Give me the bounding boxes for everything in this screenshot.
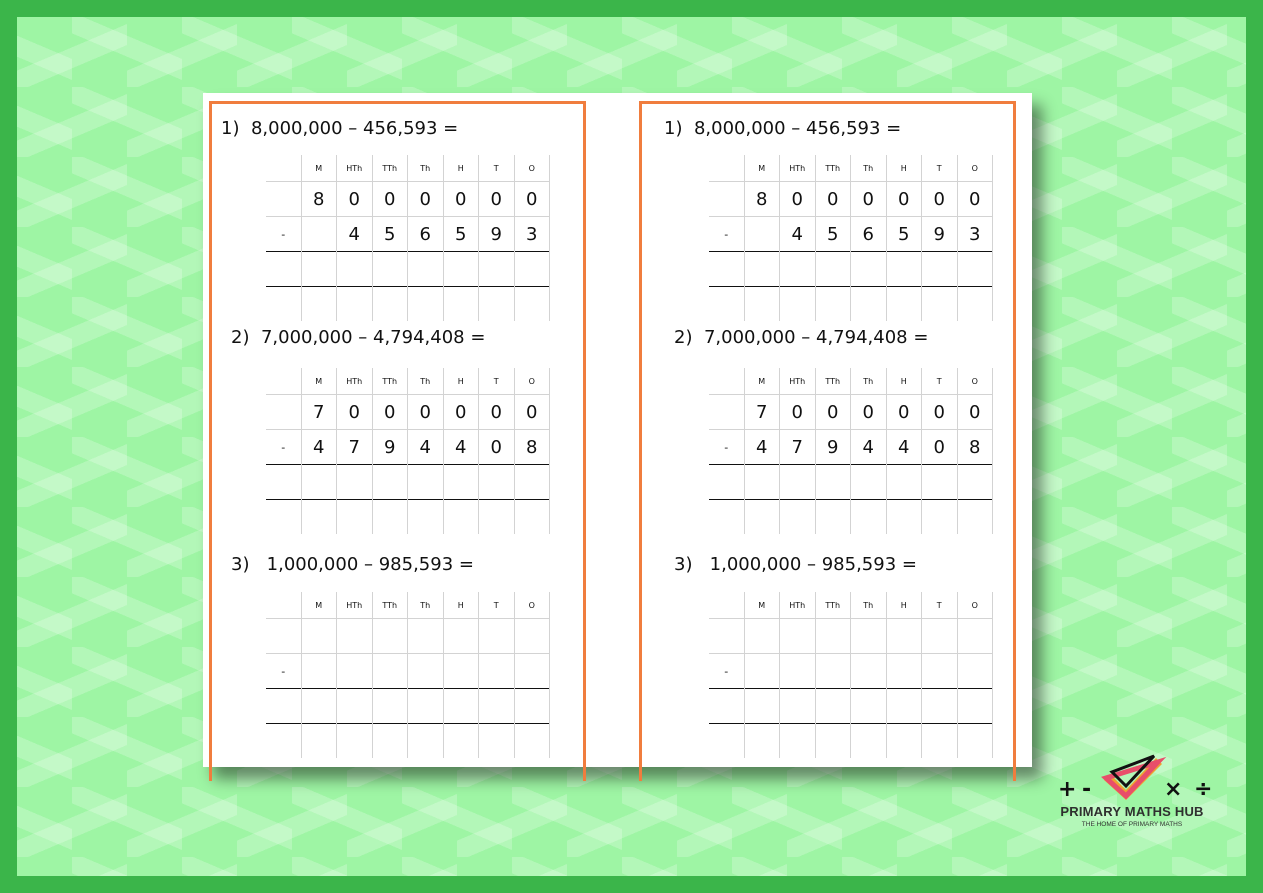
- subtrahend-digit-cell[interactable]: [851, 654, 887, 689]
- minuend-digit-cell: 0: [886, 182, 922, 217]
- answer-cell[interactable]: [301, 252, 337, 287]
- answer-cell: [266, 252, 301, 287]
- answer-cell[interactable]: [514, 465, 550, 500]
- working-cell[interactable]: [372, 724, 408, 759]
- subtrahend-digit-cell: 8: [514, 430, 550, 465]
- place-value-header: T: [922, 592, 958, 619]
- minuend-digit-cell: 0: [372, 395, 408, 430]
- answer-cell[interactable]: [922, 465, 958, 500]
- minuend-digit-cell[interactable]: [744, 619, 780, 654]
- working-cell[interactable]: [514, 287, 550, 322]
- place-value-header: H: [886, 155, 922, 182]
- grid-corner-cell: [266, 155, 301, 182]
- question-expression: 7,000,000 – 4,794,408 =: [260, 327, 486, 348]
- subtrahend-digit-cell: 4: [408, 430, 444, 465]
- working-cell: [709, 724, 744, 759]
- answer-cell[interactable]: [479, 465, 515, 500]
- grid-corner-cell: [709, 368, 744, 395]
- place-value-header: T: [922, 155, 958, 182]
- minuend-digit-cell: 0: [851, 182, 887, 217]
- answer-cell[interactable]: [922, 252, 958, 287]
- minus-sign: -: [709, 654, 744, 689]
- subtrahend-digit-cell[interactable]: [815, 654, 851, 689]
- working-cell[interactable]: [744, 287, 780, 322]
- subtrahend-digit-cell: 6: [851, 217, 887, 252]
- subtrahend-digit-cell[interactable]: [922, 654, 958, 689]
- working-cell[interactable]: [815, 724, 851, 759]
- place-value-header: HTh: [337, 368, 373, 395]
- subtrahend-digit-cell: 4: [337, 217, 373, 252]
- minuend-digit-cell: 0: [922, 395, 958, 430]
- working-cell: [266, 500, 301, 535]
- answer-cell[interactable]: [479, 252, 515, 287]
- place-value-header: TTh: [815, 368, 851, 395]
- working-cell[interactable]: [780, 724, 816, 759]
- place-value-header: HTh: [780, 368, 816, 395]
- answer-cell[interactable]: [408, 252, 444, 287]
- operator-cell: [266, 619, 301, 654]
- place-value-header: M: [744, 592, 780, 619]
- subtrahend-digit-cell: 3: [957, 217, 993, 252]
- subtrahend-digit-cell: 9: [922, 217, 958, 252]
- question-2-left: [231, 327, 485, 348]
- place-value-header: Th: [851, 368, 887, 395]
- minuend-digit-cell[interactable]: [337, 619, 373, 654]
- subtrahend-digit-cell: 9: [372, 430, 408, 465]
- place-value-header: HTh: [337, 592, 373, 619]
- minuend-digit-cell: 0: [337, 182, 373, 217]
- question-number: 2): [674, 327, 693, 348]
- minuend-digit-cell: 8: [301, 182, 337, 217]
- place-value-header: HTh: [780, 155, 816, 182]
- place-value-grid: [709, 592, 993, 758]
- place-value-header: M: [301, 592, 337, 619]
- answer-cell[interactable]: [443, 252, 479, 287]
- operator-cell: [709, 395, 744, 430]
- subtrahend-digit-cell: 9: [479, 217, 515, 252]
- working-cell[interactable]: [372, 500, 408, 535]
- operator-cell: [709, 182, 744, 217]
- minuend-digit-cell: 8: [744, 182, 780, 217]
- minuend-digit-cell[interactable]: [408, 619, 444, 654]
- answer-cell[interactable]: [744, 252, 780, 287]
- place-value-header: Th: [851, 155, 887, 182]
- answer-cell[interactable]: [886, 465, 922, 500]
- place-value-header: H: [443, 592, 479, 619]
- subtrahend-digit-cell: 4: [443, 430, 479, 465]
- question-expression: 8,000,000 – 456,593 =: [693, 118, 902, 139]
- minuend-digit-cell: 0: [372, 182, 408, 217]
- logo-subtitle: THE HOME OF PRIMARY MATHS: [1081, 821, 1183, 828]
- answer-cell[interactable]: [744, 689, 780, 724]
- minuend-digit-cell: 0: [479, 395, 515, 430]
- question-1-left: [221, 118, 458, 139]
- minuend-digit-cell[interactable]: [301, 619, 337, 654]
- answer-cell[interactable]: [408, 689, 444, 724]
- minus-sign: -: [709, 430, 744, 465]
- minuend-digit-cell: 0: [479, 182, 515, 217]
- subtrahend-digit-cell: 6: [408, 217, 444, 252]
- place-value-grid: [266, 155, 550, 321]
- subtrahend-digit-cell[interactable]: [514, 654, 550, 689]
- subtrahend-digit-cell: 4: [780, 217, 816, 252]
- answer-cell[interactable]: [780, 465, 816, 500]
- place-value-header: O: [957, 592, 993, 619]
- working-cell[interactable]: [780, 500, 816, 535]
- working-cell[interactable]: [337, 500, 373, 535]
- subtrahend-digit-cell: 4: [851, 430, 887, 465]
- working-cell[interactable]: [301, 724, 337, 759]
- question-expression: 1,000,000 – 985,593 =: [266, 554, 474, 575]
- answer-cell: [709, 252, 744, 287]
- question-expression: 7,000,000 – 4,794,408 =: [703, 327, 929, 348]
- working-cell[interactable]: [337, 287, 373, 322]
- answer-cell[interactable]: [815, 465, 851, 500]
- answer-cell[interactable]: [886, 252, 922, 287]
- subtrahend-digit-cell[interactable]: [886, 654, 922, 689]
- place-value-header: O: [957, 155, 993, 182]
- grid-corner-cell: [266, 592, 301, 619]
- question-expression: 8,000,000 – 456,593 =: [250, 118, 459, 139]
- minuend-digit-cell: 0: [408, 395, 444, 430]
- grid-corner-cell: [709, 155, 744, 182]
- grid-corner-cell: [709, 592, 744, 619]
- answer-cell[interactable]: [372, 252, 408, 287]
- answer-cell[interactable]: [780, 252, 816, 287]
- subtrahend-digit-cell[interactable]: [301, 654, 337, 689]
- place-value-header: M: [744, 368, 780, 395]
- answer-cell[interactable]: [337, 465, 373, 500]
- working-cell: [709, 500, 744, 535]
- answer-cell[interactable]: [744, 465, 780, 500]
- answer-cell[interactable]: [514, 689, 550, 724]
- question-number: 3): [231, 554, 250, 575]
- subtrahend-digit-cell[interactable]: [408, 654, 444, 689]
- working-cell: [266, 287, 301, 322]
- working-cell[interactable]: [851, 500, 887, 535]
- question-3-left: [231, 554, 474, 575]
- answer-cell[interactable]: [443, 689, 479, 724]
- working-cell[interactable]: [744, 500, 780, 535]
- working-cell: [266, 724, 301, 759]
- answer-cell: [709, 689, 744, 724]
- working-cell[interactable]: [886, 287, 922, 322]
- working-cell[interactable]: [815, 287, 851, 322]
- place-value-header: Th: [851, 592, 887, 619]
- minuend-digit-cell[interactable]: [372, 619, 408, 654]
- working-cell[interactable]: [922, 500, 958, 535]
- logo-title: PRIMARY MATHS HUB: [1060, 804, 1204, 819]
- working-cell[interactable]: [479, 287, 515, 322]
- place-value-header: Th: [408, 155, 444, 182]
- working-cell: [709, 287, 744, 322]
- plus-icon: +: [1058, 777, 1077, 802]
- answer-cell[interactable]: [922, 689, 958, 724]
- minuend-digit-cell: 0: [922, 182, 958, 217]
- subtrahend-digit-cell: 5: [443, 217, 479, 252]
- working-cell[interactable]: [851, 724, 887, 759]
- place-value-header: O: [514, 155, 550, 182]
- minuend-digit-cell: 0: [514, 395, 550, 430]
- minuend-digit-cell: 0: [957, 182, 993, 217]
- subtrahend-digit-cell: 4: [886, 430, 922, 465]
- working-cell[interactable]: [443, 724, 479, 759]
- place-value-grid: [709, 155, 993, 321]
- divide-icon: ÷: [1194, 777, 1213, 802]
- minus-sign: -: [266, 217, 301, 252]
- answer-cell[interactable]: [815, 689, 851, 724]
- place-value-header: HTh: [337, 155, 373, 182]
- minuend-digit-cell: 0: [851, 395, 887, 430]
- subtrahend-digit-cell: 0: [922, 430, 958, 465]
- working-cell[interactable]: [744, 724, 780, 759]
- place-value-grid: [709, 368, 993, 534]
- minuend-digit-cell[interactable]: [780, 619, 816, 654]
- place-value-header: T: [479, 368, 515, 395]
- working-cell[interactable]: [479, 500, 515, 535]
- place-value-grid: [266, 368, 550, 534]
- minuend-digit-cell[interactable]: [443, 619, 479, 654]
- working-cell[interactable]: [408, 724, 444, 759]
- place-value-header: O: [514, 368, 550, 395]
- subtrahend-digit-cell: 9: [815, 430, 851, 465]
- working-cell[interactable]: [886, 724, 922, 759]
- answer-cell[interactable]: [337, 252, 373, 287]
- minuend-digit-cell[interactable]: [922, 619, 958, 654]
- working-cell[interactable]: [886, 500, 922, 535]
- subtrahend-digit-cell[interactable]: [443, 654, 479, 689]
- working-cell[interactable]: [957, 500, 993, 535]
- answer-cell[interactable]: [372, 465, 408, 500]
- minuend-digit-cell: 0: [443, 182, 479, 217]
- subtrahend-digit-cell: 8: [957, 430, 993, 465]
- minuend-digit-cell[interactable]: [815, 619, 851, 654]
- subtrahend-digit-cell: 3: [514, 217, 550, 252]
- minuend-digit-cell[interactable]: [886, 619, 922, 654]
- question-number: 2): [231, 327, 250, 348]
- place-value-header: O: [514, 592, 550, 619]
- place-value-header: M: [744, 155, 780, 182]
- subtrahend-digit-cell[interactable]: [479, 654, 515, 689]
- minuend-digit-cell: 0: [815, 182, 851, 217]
- place-value-header: T: [479, 155, 515, 182]
- place-value-header: O: [957, 368, 993, 395]
- question-1-right: [664, 118, 901, 139]
- worksheet: [203, 93, 1032, 767]
- working-cell[interactable]: [922, 724, 958, 759]
- minuend-digit-cell[interactable]: [514, 619, 550, 654]
- place-value-header: T: [479, 592, 515, 619]
- answer-cell: [266, 689, 301, 724]
- answer-cell: [266, 465, 301, 500]
- subtrahend-digit-cell: 7: [337, 430, 373, 465]
- question-2-right: [674, 327, 928, 348]
- working-cell[interactable]: [851, 287, 887, 322]
- subtrahend-digit-cell[interactable]: [301, 217, 337, 252]
- operator-cell: [709, 619, 744, 654]
- minuend-digit-cell: 0: [337, 395, 373, 430]
- minuend-digit-cell: 0: [886, 395, 922, 430]
- working-cell[interactable]: [957, 287, 993, 322]
- minuend-digit-cell[interactable]: [851, 619, 887, 654]
- minuend-digit-cell: 0: [408, 182, 444, 217]
- answer-cell[interactable]: [957, 252, 993, 287]
- working-cell[interactable]: [957, 724, 993, 759]
- answer-cell[interactable]: [408, 465, 444, 500]
- minuend-digit-cell: 0: [514, 182, 550, 217]
- place-value-header: H: [886, 368, 922, 395]
- subtrahend-digit-cell[interactable]: [780, 654, 816, 689]
- answer-cell[interactable]: [479, 689, 515, 724]
- minuend-digit-cell: 0: [957, 395, 993, 430]
- answer-cell[interactable]: [337, 689, 373, 724]
- subtrahend-digit-cell: 7: [780, 430, 816, 465]
- question-expression: 1,000,000 – 985,593 =: [709, 554, 917, 575]
- place-value-header: H: [443, 368, 479, 395]
- minus-icon: -: [1082, 777, 1092, 802]
- subtrahend-digit-cell: 5: [372, 217, 408, 252]
- place-value-header: T: [922, 368, 958, 395]
- working-cell[interactable]: [443, 287, 479, 322]
- place-value-header: TTh: [372, 155, 408, 182]
- grid-corner-cell: [266, 368, 301, 395]
- working-cell[interactable]: [337, 724, 373, 759]
- minuend-digit-cell[interactable]: [479, 619, 515, 654]
- minuend-digit-cell: 0: [780, 182, 816, 217]
- minuend-digit-cell: 0: [780, 395, 816, 430]
- working-cell[interactable]: [815, 500, 851, 535]
- answer-cell: [709, 465, 744, 500]
- working-cell[interactable]: [443, 500, 479, 535]
- minuend-digit-cell: 0: [815, 395, 851, 430]
- subtrahend-digit-cell: 5: [886, 217, 922, 252]
- place-value-header: Th: [408, 368, 444, 395]
- answer-cell[interactable]: [301, 465, 337, 500]
- minuend-digit-cell: 7: [744, 395, 780, 430]
- answer-cell[interactable]: [443, 465, 479, 500]
- minuend-digit-cell[interactable]: [957, 619, 993, 654]
- question-3-right: [674, 554, 917, 575]
- answer-cell[interactable]: [514, 252, 550, 287]
- subtrahend-digit-cell: 0: [479, 430, 515, 465]
- answer-cell[interactable]: [851, 252, 887, 287]
- question-number: 1): [664, 118, 683, 139]
- question-number: 1): [221, 118, 240, 139]
- minus-sign: -: [266, 654, 301, 689]
- multiply-icon: ×: [1164, 777, 1183, 802]
- working-cell[interactable]: [301, 287, 337, 322]
- primary-maths-hub-logo: [1040, 752, 1224, 832]
- working-cell[interactable]: [780, 287, 816, 322]
- working-cell[interactable]: [514, 500, 550, 535]
- logo-mark-icon: [1040, 752, 1224, 804]
- answer-cell[interactable]: [815, 252, 851, 287]
- working-cell[interactable]: [301, 500, 337, 535]
- working-cell[interactable]: [479, 724, 515, 759]
- answer-cell[interactable]: [851, 465, 887, 500]
- working-cell[interactable]: [922, 287, 958, 322]
- answer-cell[interactable]: [372, 689, 408, 724]
- subtrahend-digit-cell: 4: [301, 430, 337, 465]
- place-value-header: Th: [408, 592, 444, 619]
- minuend-digit-cell: 0: [443, 395, 479, 430]
- question-number: 3): [674, 554, 693, 575]
- answer-cell[interactable]: [851, 689, 887, 724]
- place-value-header: TTh: [815, 155, 851, 182]
- minus-sign: -: [266, 430, 301, 465]
- working-cell[interactable]: [408, 500, 444, 535]
- answer-cell[interactable]: [780, 689, 816, 724]
- subtrahend-digit-cell[interactable]: [337, 654, 373, 689]
- place-value-header: H: [886, 592, 922, 619]
- subtrahend-digit-cell: 5: [815, 217, 851, 252]
- place-value-header: H: [443, 155, 479, 182]
- place-value-header: M: [301, 155, 337, 182]
- subtrahend-digit-cell[interactable]: [744, 654, 780, 689]
- working-cell[interactable]: [408, 287, 444, 322]
- operator-cell: [266, 395, 301, 430]
- place-value-header: TTh: [815, 592, 851, 619]
- minuend-digit-cell: 7: [301, 395, 337, 430]
- working-cell[interactable]: [372, 287, 408, 322]
- subtrahend-digit-cell[interactable]: [372, 654, 408, 689]
- answer-cell[interactable]: [886, 689, 922, 724]
- operator-cell: [266, 182, 301, 217]
- place-value-header: HTh: [780, 592, 816, 619]
- place-value-grid: [266, 592, 550, 758]
- working-cell[interactable]: [514, 724, 550, 759]
- subtrahend-digit-cell[interactable]: [957, 654, 993, 689]
- answer-cell[interactable]: [957, 689, 993, 724]
- place-value-header: TTh: [372, 592, 408, 619]
- place-value-header: TTh: [372, 368, 408, 395]
- answer-cell[interactable]: [957, 465, 993, 500]
- place-value-header: M: [301, 368, 337, 395]
- subtrahend-digit-cell: 4: [744, 430, 780, 465]
- answer-cell[interactable]: [301, 689, 337, 724]
- subtrahend-digit-cell[interactable]: [744, 217, 780, 252]
- minus-sign: -: [709, 217, 744, 252]
